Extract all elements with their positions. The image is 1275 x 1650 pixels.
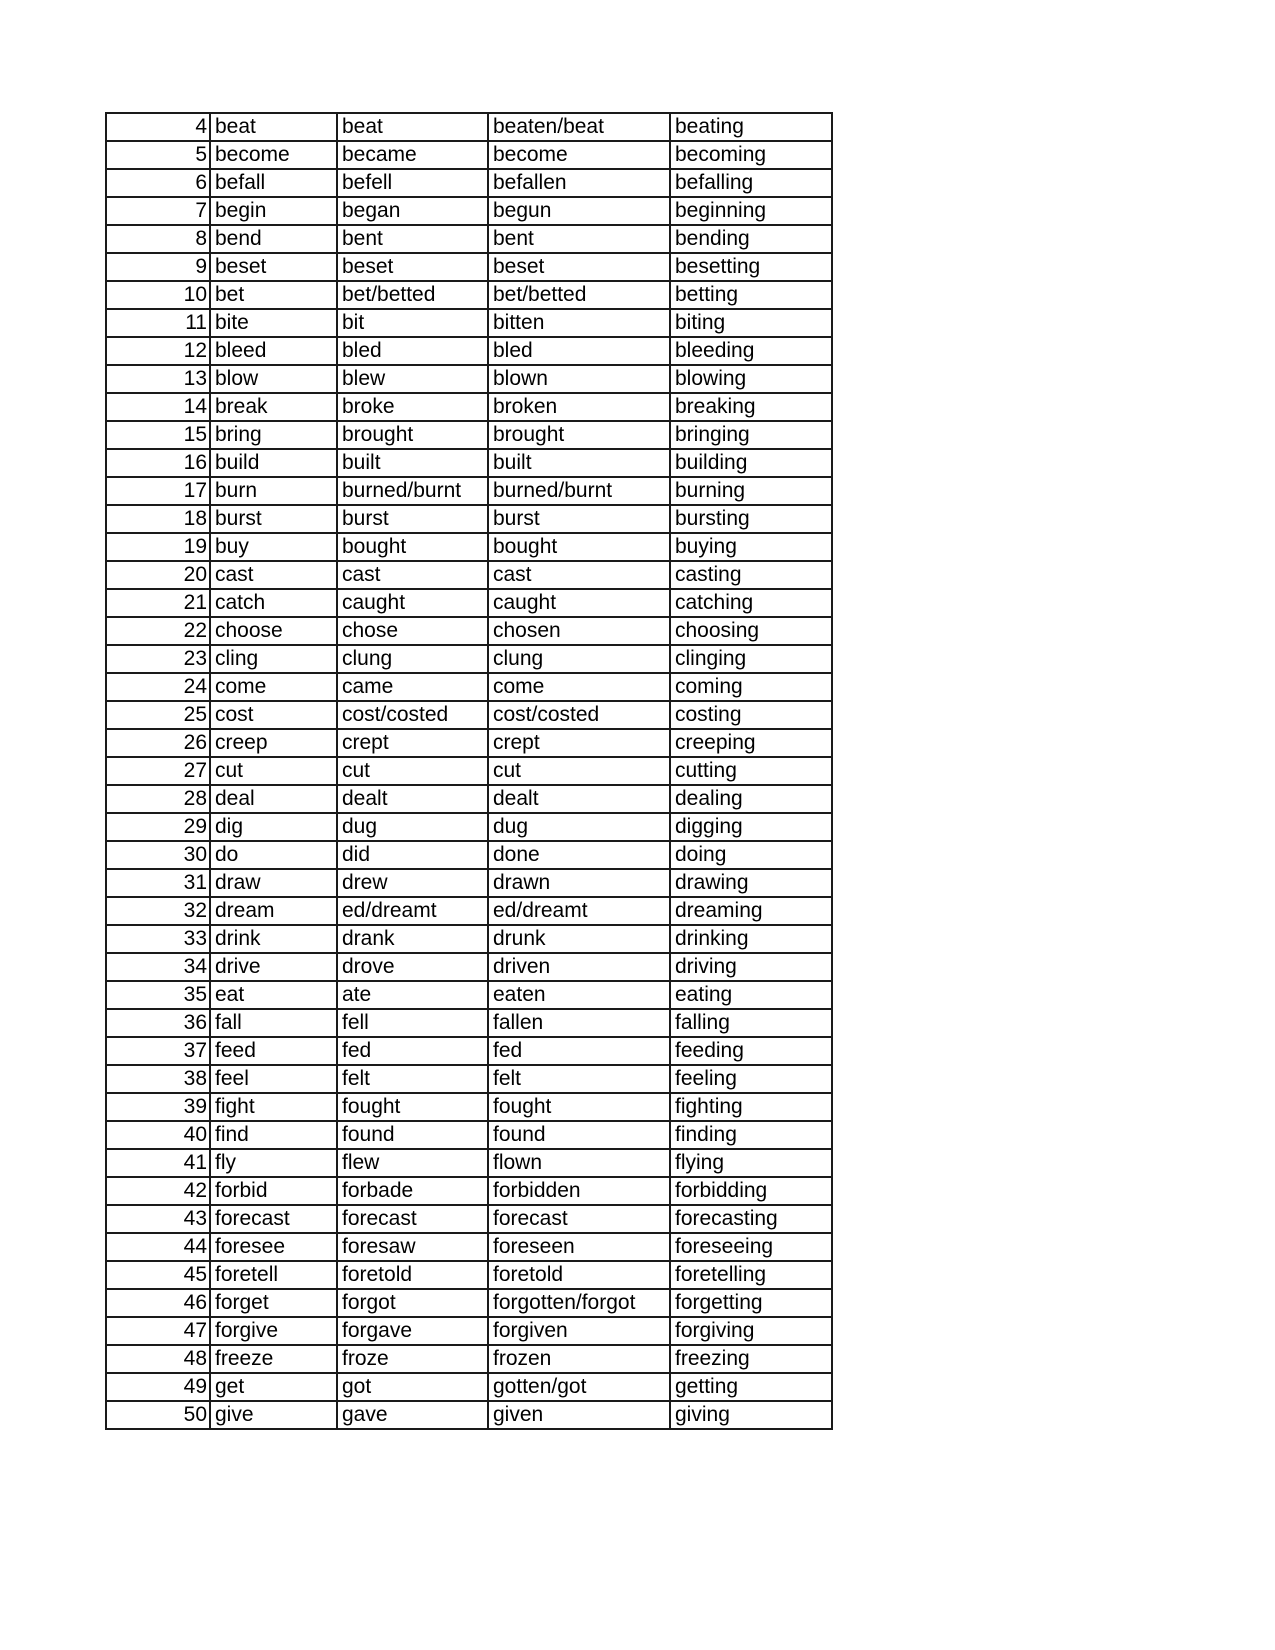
past-participle-cell: driven <box>488 953 670 981</box>
row-number-cell: 50 <box>106 1401 210 1429</box>
present-participle-cell: flying <box>670 1149 832 1177</box>
row-number-cell: 38 <box>106 1065 210 1093</box>
past-simple-cell: ed/dreamt <box>337 897 488 925</box>
past-participle-cell: bled <box>488 337 670 365</box>
past-participle-cell: fought <box>488 1093 670 1121</box>
base-form-cell: bite <box>210 309 337 337</box>
base-form-cell: bring <box>210 421 337 449</box>
present-participle-cell: beating <box>670 113 832 141</box>
past-participle-cell: begun <box>488 197 670 225</box>
base-form-cell: fly <box>210 1149 337 1177</box>
row-number-cell: 41 <box>106 1149 210 1177</box>
past-participle-cell: flown <box>488 1149 670 1177</box>
present-participle-cell: driving <box>670 953 832 981</box>
base-form-cell: foretell <box>210 1261 337 1289</box>
row-number-cell: 47 <box>106 1317 210 1345</box>
row-number-cell: 39 <box>106 1093 210 1121</box>
present-participle-cell: giving <box>670 1401 832 1429</box>
table-row <box>106 673 832 701</box>
base-form-cell: bet <box>210 281 337 309</box>
base-form-cell: burn <box>210 477 337 505</box>
present-participle-cell: casting <box>670 561 832 589</box>
past-participle-cell: forbidden <box>488 1177 670 1205</box>
past-simple-cell: bought <box>337 533 488 561</box>
present-participle-cell: burning <box>670 477 832 505</box>
table-row <box>106 197 832 225</box>
base-form-cell: burst <box>210 505 337 533</box>
present-participle-cell: doing <box>670 841 832 869</box>
base-form-cell: fall <box>210 1009 337 1037</box>
past-simple-cell: flew <box>337 1149 488 1177</box>
row-number-cell: 35 <box>106 981 210 1009</box>
table-row <box>106 589 832 617</box>
present-participle-cell: dreaming <box>670 897 832 925</box>
present-participle-cell: buying <box>670 533 832 561</box>
base-form-cell: foresee <box>210 1233 337 1261</box>
table-row <box>106 1037 832 1065</box>
base-form-cell: befall <box>210 169 337 197</box>
row-number-cell: 20 <box>106 561 210 589</box>
past-simple-cell: cast <box>337 561 488 589</box>
base-form-cell: blow <box>210 365 337 393</box>
base-form-cell: cast <box>210 561 337 589</box>
present-participle-cell: falling <box>670 1009 832 1037</box>
past-participle-cell: given <box>488 1401 670 1429</box>
past-simple-cell: became <box>337 141 488 169</box>
table-row <box>106 981 832 1009</box>
past-participle-cell: fallen <box>488 1009 670 1037</box>
base-form-cell: build <box>210 449 337 477</box>
past-participle-cell: broken <box>488 393 670 421</box>
past-participle-cell: fed <box>488 1037 670 1065</box>
row-number-cell: 11 <box>106 309 210 337</box>
row-number-cell: 34 <box>106 953 210 981</box>
past-simple-cell: came <box>337 673 488 701</box>
table-row <box>106 1261 832 1289</box>
past-simple-cell: found <box>337 1121 488 1149</box>
past-simple-cell: bit <box>337 309 488 337</box>
base-form-cell: cling <box>210 645 337 673</box>
table-row <box>106 869 832 897</box>
past-participle-cell: forecast <box>488 1205 670 1233</box>
irregular-verbs-table <box>105 112 833 1430</box>
past-simple-cell: fed <box>337 1037 488 1065</box>
row-number-cell: 31 <box>106 869 210 897</box>
past-simple-cell: forgave <box>337 1317 488 1345</box>
base-form-cell: beset <box>210 253 337 281</box>
row-number-cell: 33 <box>106 925 210 953</box>
base-form-cell: forecast <box>210 1205 337 1233</box>
past-participle-cell: become <box>488 141 670 169</box>
row-number-cell: 37 <box>106 1037 210 1065</box>
row-number-cell: 9 <box>106 253 210 281</box>
present-participle-cell: bleeding <box>670 337 832 365</box>
base-form-cell: beat <box>210 113 337 141</box>
past-participle-cell: bought <box>488 533 670 561</box>
past-participle-cell: clung <box>488 645 670 673</box>
present-participle-cell: creeping <box>670 729 832 757</box>
present-participle-cell: building <box>670 449 832 477</box>
table-row <box>106 1289 832 1317</box>
table-row <box>106 1317 832 1345</box>
table-row <box>106 1093 832 1121</box>
past-simple-cell: dealt <box>337 785 488 813</box>
table-row <box>106 1121 832 1149</box>
table-row <box>106 1401 832 1429</box>
past-participle-cell: frozen <box>488 1345 670 1373</box>
present-participle-cell: bringing <box>670 421 832 449</box>
table-row <box>106 113 832 141</box>
past-simple-cell: brought <box>337 421 488 449</box>
past-simple-cell: forgot <box>337 1289 488 1317</box>
past-simple-cell: forecast <box>337 1205 488 1233</box>
present-participle-cell: bursting <box>670 505 832 533</box>
base-form-cell: give <box>210 1401 337 1429</box>
table-row <box>106 1009 832 1037</box>
row-number-cell: 27 <box>106 757 210 785</box>
past-participle-cell: forgotten/forgot <box>488 1289 670 1317</box>
past-simple-cell: beat <box>337 113 488 141</box>
table-row <box>106 365 832 393</box>
table-row <box>106 337 832 365</box>
row-number-cell: 36 <box>106 1009 210 1037</box>
past-participle-cell: cut <box>488 757 670 785</box>
row-number-cell: 8 <box>106 225 210 253</box>
past-participle-cell: caught <box>488 589 670 617</box>
past-participle-cell: foretold <box>488 1261 670 1289</box>
past-simple-cell: broke <box>337 393 488 421</box>
table-row <box>106 505 832 533</box>
present-participle-cell: forbidding <box>670 1177 832 1205</box>
row-number-cell: 15 <box>106 421 210 449</box>
past-simple-cell: bent <box>337 225 488 253</box>
row-number-cell: 12 <box>106 337 210 365</box>
base-form-cell: fight <box>210 1093 337 1121</box>
present-participle-cell: forgetting <box>670 1289 832 1317</box>
table-row <box>106 1345 832 1373</box>
row-number-cell: 40 <box>106 1121 210 1149</box>
past-participle-cell: blown <box>488 365 670 393</box>
past-simple-cell: blew <box>337 365 488 393</box>
present-participle-cell: clinging <box>670 645 832 673</box>
table-row <box>106 729 832 757</box>
present-participle-cell: eating <box>670 981 832 1009</box>
row-number-cell: 18 <box>106 505 210 533</box>
base-form-cell: bleed <box>210 337 337 365</box>
past-participle-cell: come <box>488 673 670 701</box>
past-simple-cell: gave <box>337 1401 488 1429</box>
row-number-cell: 26 <box>106 729 210 757</box>
verb-sheet <box>105 112 831 1430</box>
base-form-cell: forbid <box>210 1177 337 1205</box>
present-participle-cell: becoming <box>670 141 832 169</box>
base-form-cell: forgive <box>210 1317 337 1345</box>
table-row <box>106 701 832 729</box>
table-row <box>106 925 832 953</box>
row-number-cell: 22 <box>106 617 210 645</box>
base-form-cell: become <box>210 141 337 169</box>
row-number-cell: 4 <box>106 113 210 141</box>
base-form-cell: cost <box>210 701 337 729</box>
row-number-cell: 43 <box>106 1205 210 1233</box>
past-participle-cell: felt <box>488 1065 670 1093</box>
base-form-cell: dream <box>210 897 337 925</box>
row-number-cell: 49 <box>106 1373 210 1401</box>
past-participle-cell: drunk <box>488 925 670 953</box>
past-simple-cell: froze <box>337 1345 488 1373</box>
row-number-cell: 10 <box>106 281 210 309</box>
base-form-cell: feel <box>210 1065 337 1093</box>
past-participle-cell: crept <box>488 729 670 757</box>
table-row <box>106 1233 832 1261</box>
base-form-cell: forget <box>210 1289 337 1317</box>
row-number-cell: 48 <box>106 1345 210 1373</box>
past-participle-cell: eaten <box>488 981 670 1009</box>
row-number-cell: 29 <box>106 813 210 841</box>
table-row <box>106 841 832 869</box>
past-simple-cell: clung <box>337 645 488 673</box>
past-participle-cell: bent <box>488 225 670 253</box>
table-row <box>106 785 832 813</box>
past-participle-cell: drawn <box>488 869 670 897</box>
past-simple-cell: fought <box>337 1093 488 1121</box>
base-form-cell: cut <box>210 757 337 785</box>
table-row <box>106 897 832 925</box>
row-number-cell: 16 <box>106 449 210 477</box>
past-participle-cell: burned/burnt <box>488 477 670 505</box>
present-participle-cell: forecasting <box>670 1205 832 1233</box>
base-form-cell: creep <box>210 729 337 757</box>
present-participle-cell: biting <box>670 309 832 337</box>
table-row <box>106 309 832 337</box>
present-participle-cell: fighting <box>670 1093 832 1121</box>
past-simple-cell: fell <box>337 1009 488 1037</box>
base-form-cell: break <box>210 393 337 421</box>
row-number-cell: 5 <box>106 141 210 169</box>
past-participle-cell: forgiven <box>488 1317 670 1345</box>
base-form-cell: eat <box>210 981 337 1009</box>
past-participle-cell: brought <box>488 421 670 449</box>
base-form-cell: find <box>210 1121 337 1149</box>
present-participle-cell: feeding <box>670 1037 832 1065</box>
row-number-cell: 30 <box>106 841 210 869</box>
past-participle-cell: befallen <box>488 169 670 197</box>
table-row <box>106 645 832 673</box>
past-participle-cell: foreseen <box>488 1233 670 1261</box>
present-participle-cell: breaking <box>670 393 832 421</box>
present-participle-cell: costing <box>670 701 832 729</box>
past-simple-cell: crept <box>337 729 488 757</box>
past-participle-cell: bitten <box>488 309 670 337</box>
past-simple-cell: built <box>337 449 488 477</box>
past-simple-cell: cost/costed <box>337 701 488 729</box>
row-number-cell: 21 <box>106 589 210 617</box>
table-row <box>106 449 832 477</box>
past-participle-cell: beset <box>488 253 670 281</box>
base-form-cell: draw <box>210 869 337 897</box>
row-number-cell: 7 <box>106 197 210 225</box>
present-participle-cell: foreseeing <box>670 1233 832 1261</box>
present-participle-cell: besetting <box>670 253 832 281</box>
table-row <box>106 533 832 561</box>
verb-table-body <box>106 113 832 1429</box>
present-participle-cell: cutting <box>670 757 832 785</box>
base-form-cell: begin <box>210 197 337 225</box>
table-row <box>106 225 832 253</box>
base-form-cell: catch <box>210 589 337 617</box>
base-form-cell: bend <box>210 225 337 253</box>
table-row <box>106 393 832 421</box>
base-form-cell: buy <box>210 533 337 561</box>
table-row <box>106 281 832 309</box>
past-participle-cell: beaten/beat <box>488 113 670 141</box>
base-form-cell: do <box>210 841 337 869</box>
past-simple-cell: cut <box>337 757 488 785</box>
past-participle-cell: burst <box>488 505 670 533</box>
past-simple-cell: dug <box>337 813 488 841</box>
past-simple-cell: burst <box>337 505 488 533</box>
past-participle-cell: cast <box>488 561 670 589</box>
table-row <box>106 477 832 505</box>
present-participle-cell: dealing <box>670 785 832 813</box>
present-participle-cell: coming <box>670 673 832 701</box>
table-row <box>106 1205 832 1233</box>
table-row <box>106 561 832 589</box>
past-simple-cell: bet/betted <box>337 281 488 309</box>
base-form-cell: choose <box>210 617 337 645</box>
table-row <box>106 953 832 981</box>
past-participle-cell: cost/costed <box>488 701 670 729</box>
past-simple-cell: bled <box>337 337 488 365</box>
table-row <box>106 813 832 841</box>
base-form-cell: deal <box>210 785 337 813</box>
present-participle-cell: befalling <box>670 169 832 197</box>
table-row <box>106 421 832 449</box>
past-simple-cell: burned/burnt <box>337 477 488 505</box>
row-number-cell: 14 <box>106 393 210 421</box>
past-simple-cell: befell <box>337 169 488 197</box>
row-number-cell: 46 <box>106 1289 210 1317</box>
base-form-cell: feed <box>210 1037 337 1065</box>
present-participle-cell: getting <box>670 1373 832 1401</box>
past-simple-cell: drove <box>337 953 488 981</box>
past-simple-cell: felt <box>337 1065 488 1093</box>
present-participle-cell: forgiving <box>670 1317 832 1345</box>
past-participle-cell: built <box>488 449 670 477</box>
table-row <box>106 617 832 645</box>
table-row <box>106 1177 832 1205</box>
row-number-cell: 19 <box>106 533 210 561</box>
row-number-cell: 45 <box>106 1261 210 1289</box>
present-participle-cell: drawing <box>670 869 832 897</box>
past-participle-cell: found <box>488 1121 670 1149</box>
row-number-cell: 6 <box>106 169 210 197</box>
past-simple-cell: got <box>337 1373 488 1401</box>
present-participle-cell: freezing <box>670 1345 832 1373</box>
present-participle-cell: betting <box>670 281 832 309</box>
base-form-cell: come <box>210 673 337 701</box>
present-participle-cell: feeling <box>670 1065 832 1093</box>
base-form-cell: drive <box>210 953 337 981</box>
past-simple-cell: did <box>337 841 488 869</box>
row-number-cell: 23 <box>106 645 210 673</box>
present-participle-cell: finding <box>670 1121 832 1149</box>
table-row <box>106 1149 832 1177</box>
table-row <box>106 1373 832 1401</box>
row-number-cell: 44 <box>106 1233 210 1261</box>
past-participle-cell: ed/dreamt <box>488 897 670 925</box>
table-row <box>106 757 832 785</box>
present-participle-cell: digging <box>670 813 832 841</box>
present-participle-cell: bending <box>670 225 832 253</box>
row-number-cell: 17 <box>106 477 210 505</box>
table-row <box>106 169 832 197</box>
present-participle-cell: drinking <box>670 925 832 953</box>
past-simple-cell: drew <box>337 869 488 897</box>
past-simple-cell: began <box>337 197 488 225</box>
row-number-cell: 25 <box>106 701 210 729</box>
present-participle-cell: foretelling <box>670 1261 832 1289</box>
past-simple-cell: caught <box>337 589 488 617</box>
past-participle-cell: chosen <box>488 617 670 645</box>
row-number-cell: 13 <box>106 365 210 393</box>
row-number-cell: 28 <box>106 785 210 813</box>
row-number-cell: 42 <box>106 1177 210 1205</box>
past-simple-cell: chose <box>337 617 488 645</box>
past-simple-cell: foresaw <box>337 1233 488 1261</box>
base-form-cell: dig <box>210 813 337 841</box>
past-participle-cell: done <box>488 841 670 869</box>
present-participle-cell: beginning <box>670 197 832 225</box>
table-row <box>106 253 832 281</box>
past-participle-cell: bet/betted <box>488 281 670 309</box>
past-simple-cell: forbade <box>337 1177 488 1205</box>
past-participle-cell: gotten/got <box>488 1373 670 1401</box>
past-simple-cell: foretold <box>337 1261 488 1289</box>
table-row <box>106 1065 832 1093</box>
row-number-cell: 24 <box>106 673 210 701</box>
past-simple-cell: drank <box>337 925 488 953</box>
present-participle-cell: choosing <box>670 617 832 645</box>
base-form-cell: drink <box>210 925 337 953</box>
past-simple-cell: ate <box>337 981 488 1009</box>
table-row <box>106 141 832 169</box>
row-number-cell: 32 <box>106 897 210 925</box>
past-simple-cell: beset <box>337 253 488 281</box>
present-participle-cell: catching <box>670 589 832 617</box>
past-participle-cell: dug <box>488 813 670 841</box>
base-form-cell: get <box>210 1373 337 1401</box>
past-participle-cell: dealt <box>488 785 670 813</box>
base-form-cell: freeze <box>210 1345 337 1373</box>
present-participle-cell: blowing <box>670 365 832 393</box>
